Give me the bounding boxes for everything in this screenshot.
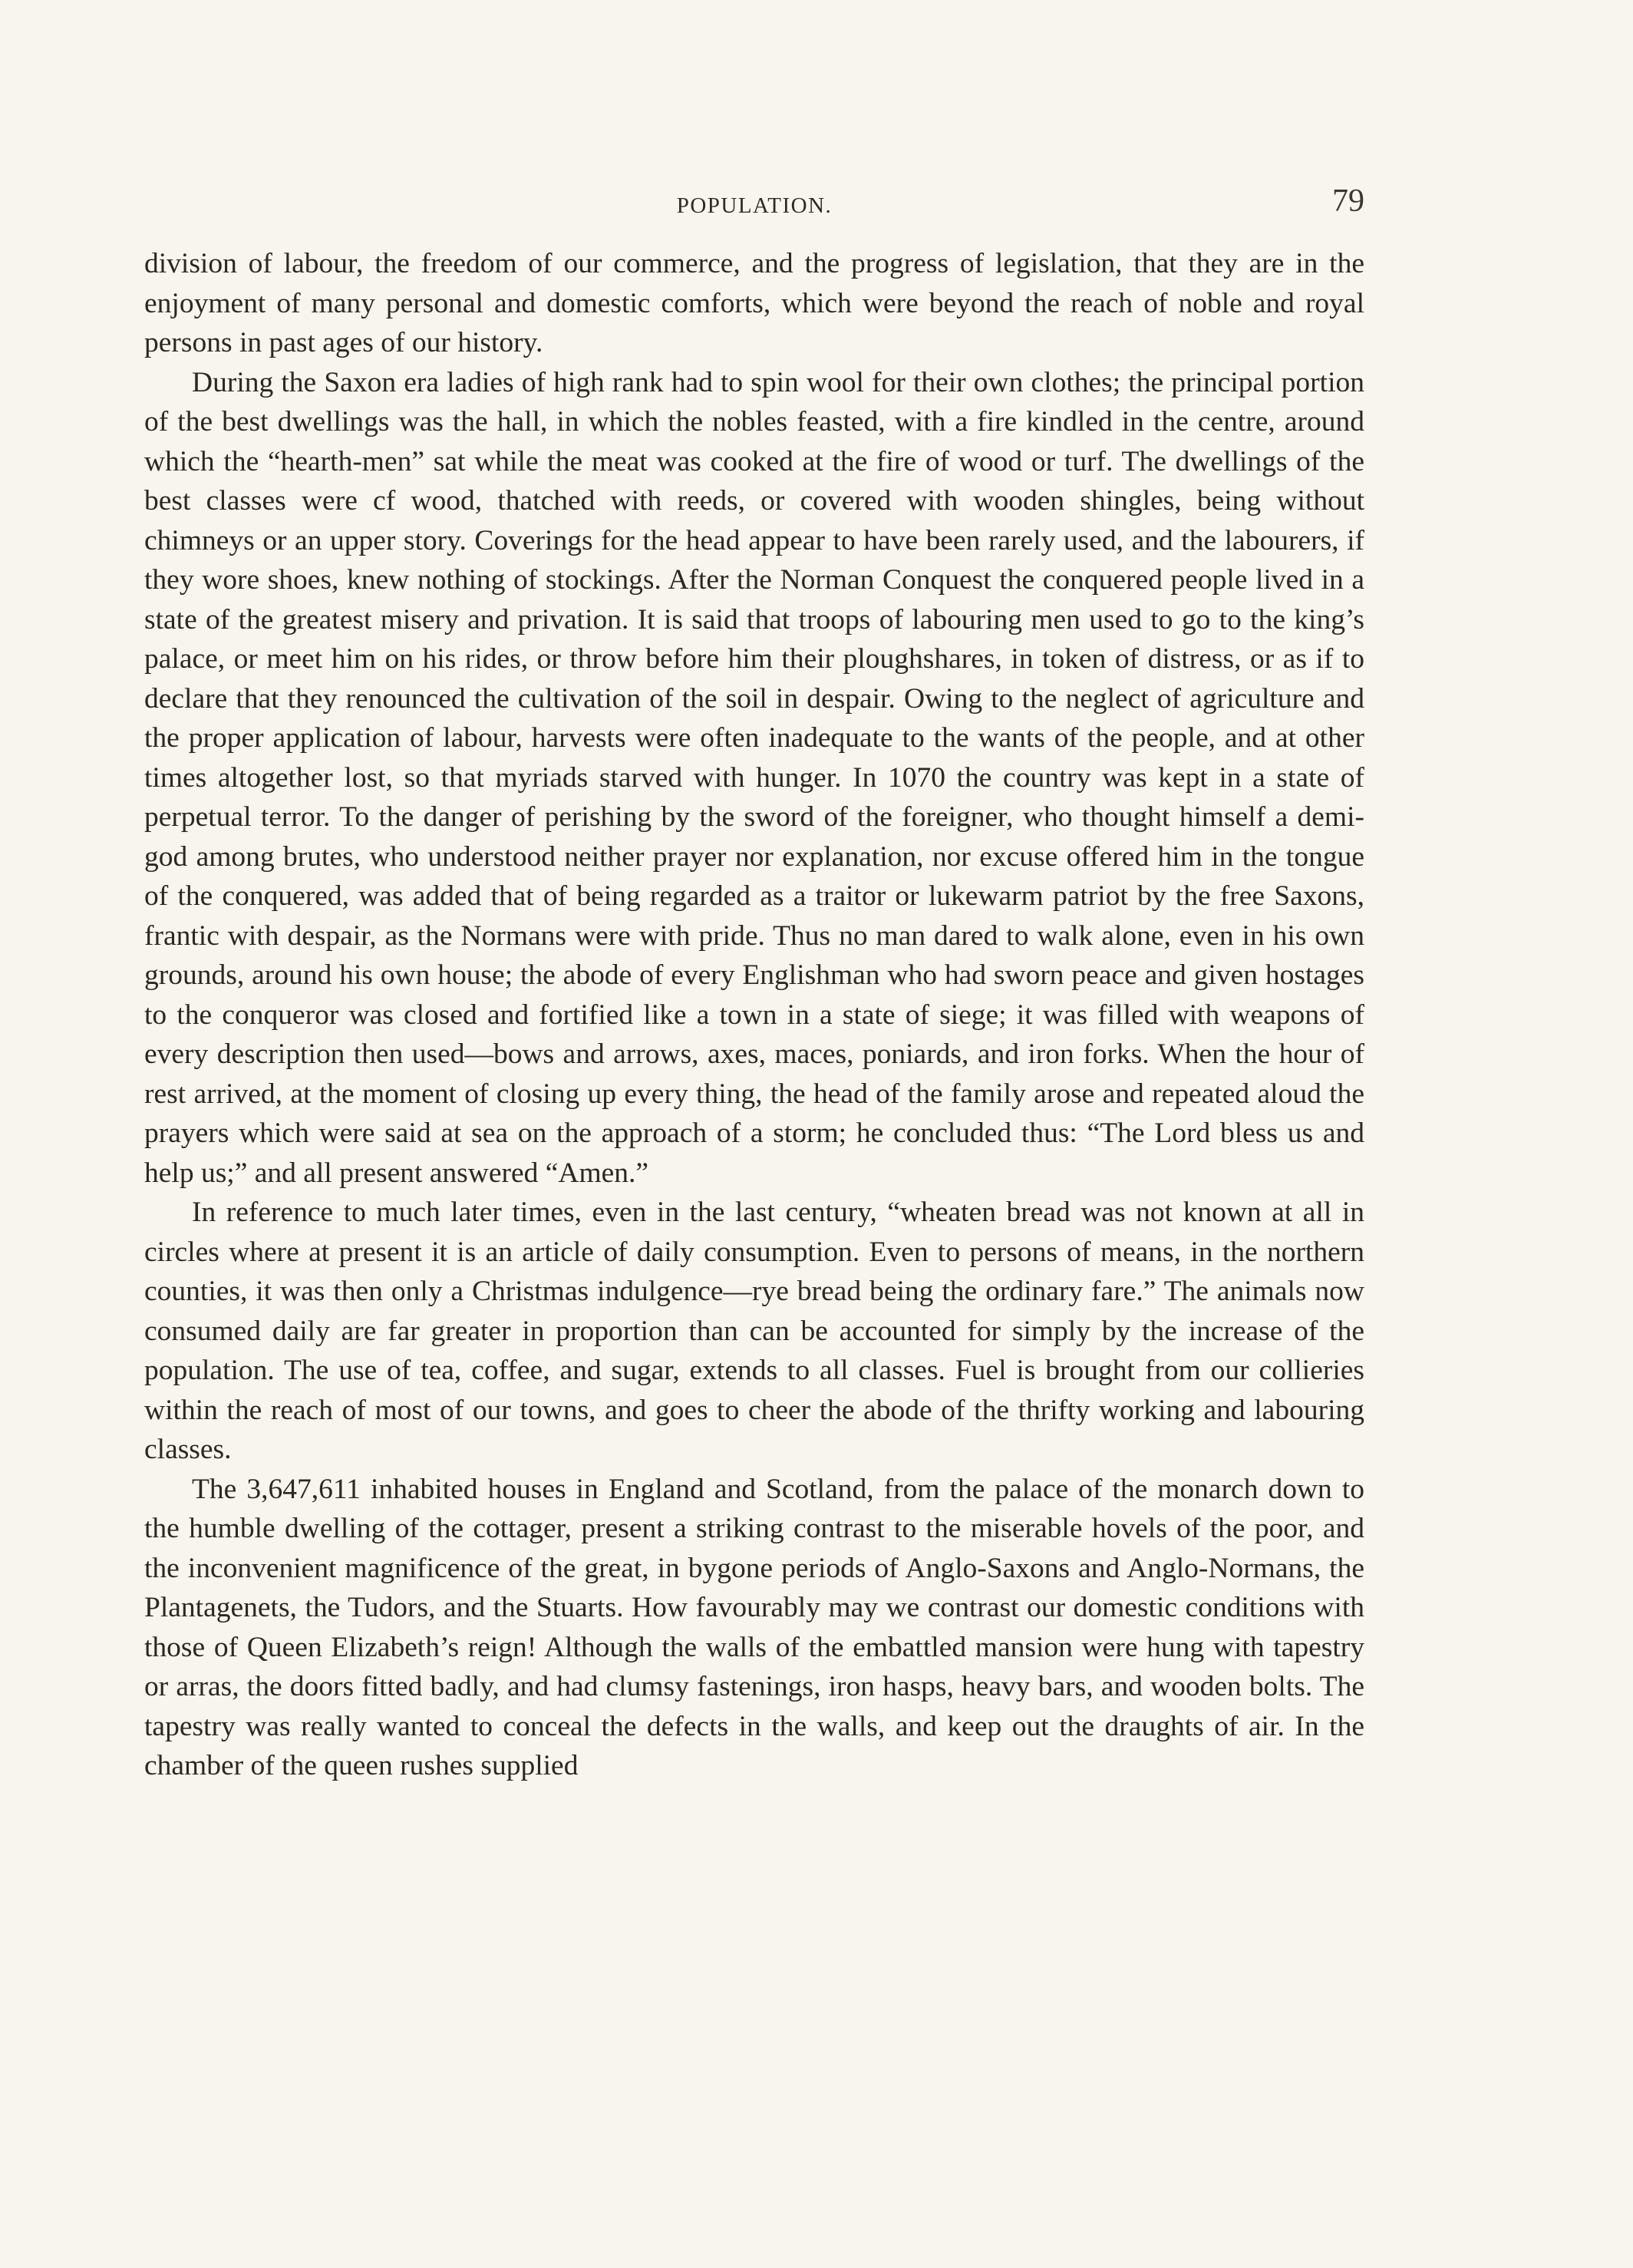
paragraph-inhabited-houses: The 3,647,611 inhabited houses in England and Scotland, from the palace of the monarch down to the humble dwelling of the cottager, present a striking contrast to the miserable hovels of the poor, and the inconvenient magnificence of the great, in bygone periods of Anglo-Saxons and Anglo-Normans, the Plantagenets, the Tudors, and the Stuarts. How favourably may we contrast our domestic conditions with those of Queen Elizabeth’s reign! Although the walls of the embattled mansion were hung with tapestry or arras, the doors fitted badly, and had clumsy fastenings, iron hasps, heavy bars, and wooden bolts. The tapestry was really wanted to conceal the defects in the walls, and keep out the draughts of air. In the chamber of the queen rushes supplied: [144, 1473, 1364, 1781]
running-title: POPULATION.: [676, 193, 833, 218]
paragraph-saxon-era: During the Saxon era ladies of high rank had to spin wool for their own clothes; the principal portion of the best dwellings was the hall, in which the nobles feasted, with a fire kindled in the centre, around which the “hearth-men” sat while the meat was cooked at the fire of wood or turf. The dwellings of the best classes were cf wood, thatched with reeds, or covered with wooden shingles, being without chimneys or an upper story. Coverings for the head appear to have been rarely used, and the labourers, if they wore shoes, knew nothing of stockings. After the Norman Conquest the conquered people lived in a state of the greatest misery and privation. It is said that troops of labouring men used to go to the king’s palace, or meet him on his rides, or throw before him their ploughshares, in token of distress, or as if to declare that they renounced the cultivation of the soil in despair. Owing to the neglect of agriculture and the proper application of labour, harvests were often inadequate to the wants of the people, and at other times altogether lost, so that myriads starved with hunger. In 1070 the country was kept in a state of perpetual terror. To the danger of perishing by the sword of the foreigner, who thought himself a demi-god among brutes, who understood neither prayer nor explanation, nor excuse offered him in the tongue of the conquered, was added that of being regarded as a traitor or lukewarm patriot by the free Saxons, frantic with despair, as the Normans were with pride. Thus no man dared to walk alone, even in his own grounds, around his own house; the abode of every Englishman who had sworn peace and given hostages to the conqueror was closed and fortified like a town in a state of siege; it was filled with weapons of every description then used—bows and arrows, axes, maces, poniards, and iron forks. When the hour of rest arrived, at the moment of closing up every thing, the head of the family arose and repeated aloud the prayers which were said at sea on the approach of a storm; he concluded thus: “The Lord bless us and help us;” and all present answered “Amen.”: [144, 366, 1364, 1189]
body-text: [144, 244, 1364, 1786]
running-head: [144, 183, 1364, 223]
paragraph-continuation: division of labour, the freedom of our commerce, and the progress of legislation, that they are in the enjoyment of many personal and domestic comforts, which were beyond the reach of noble and royal persons in past ages of our history.: [144, 248, 1364, 358]
page-number: 79: [1332, 183, 1364, 219]
paragraph-later-times: In reference to much later times, even in the last century, “wheaten bread was not known at all in circles where at present it is an article of daily consumption. Even to persons of means, in the northern counties, it was then only a Christmas indulgence—rye bread being the ordinary fare.” The animals now consumed daily are far greater in proportion than can be accounted for simply by the increase of the population. The use of tea, coffee, and sugar, extends to all classes. Fuel is brought from our collieries within the reach of most of our towns, and goes to cheer the abode of the thrifty working and labouring classes.: [144, 1197, 1364, 1465]
